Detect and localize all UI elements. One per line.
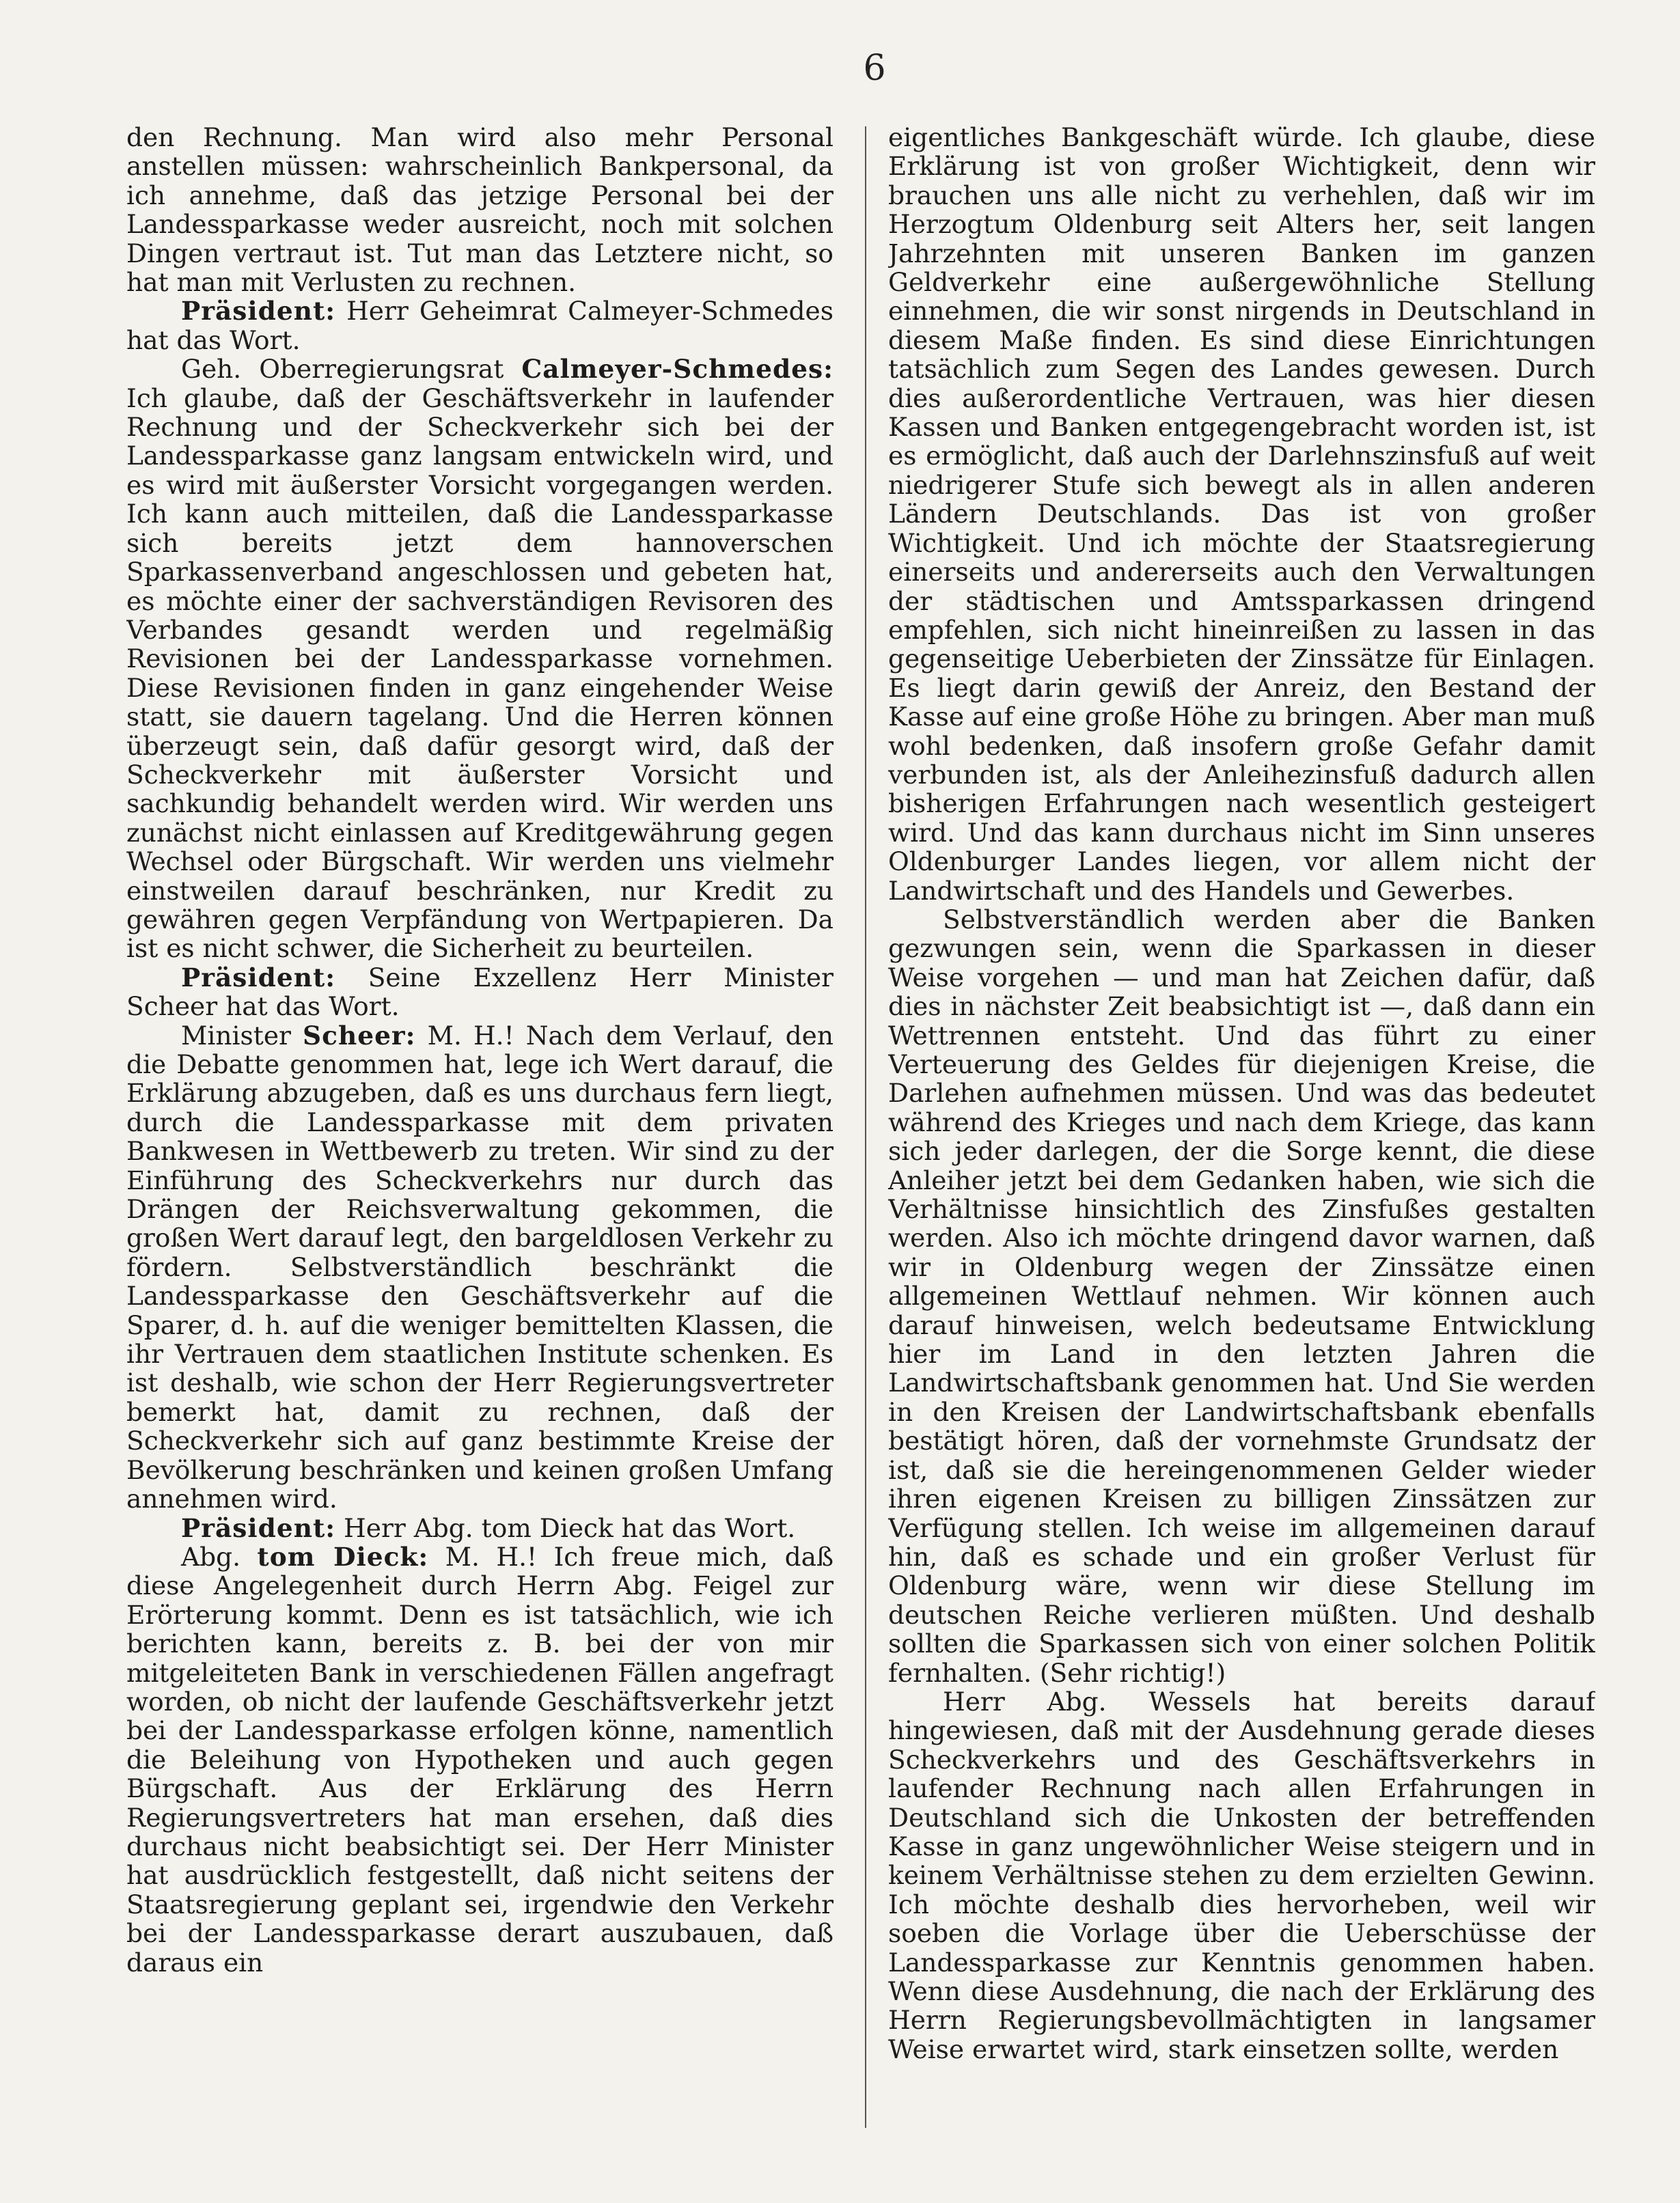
speaker-name: Scheer: (303, 1020, 416, 1051)
speech-prefix: Abg. (181, 1541, 258, 1572)
paragraph: Herr Abg. Wessels hat bereits darauf hingewiesen, daß mit der Ausdehnung gerade dieses Scheckverkehrs und des Geschäftsverkehrs in laufender Rechnung nach allen Erfahrungen in Deutschland sich die Unkosten der betreffenden Kasse in ganz ungewöhnlicher Weise steigern und in keinem Verhältnisse stehen zu dem erzielten Gewinn. Ich möchte deshalb dies hervorheben, weil wir soeben die Vorlage über die Ueberschüsse der Landessparkasse zur Kenntnis genommen haben. Wenn diese Ausdehnung, die nach der Erklärung des Herrn Regierungsbevollmächtigten in langsamer Weise erwartet wird, stark einsetzen sollte, werden (888, 1686, 1595, 2064)
left-column (126, 123, 834, 2165)
right-column (888, 123, 1595, 2165)
column-divider (865, 126, 866, 2128)
speech-text: Seine Exzellenz Herr Minister Scheer hat das Wort. (126, 962, 834, 1022)
paragraph: Selbstverständlich werden aber die Banken gezwungen sein, wenn die Sparkassen in dieser Weise vorgehen — und man hat Zeichen dafür, daß dies in nächster Zeit beabsichtigt ist —, daß dann ein Wettrennen entsteht. Und das führt zu einer Verteuerung des Geldes für diejenigen Kreise, die Darlehen aufnehmen müssen. Und was das bedeutet während des Krieges und nach dem Kriege, das kann sich jeder darlegen, der die Sorge kennt, die diese Anleiher jetzt bei dem Gedanken haben, wie sich die Verhältnisse hinsichtlich des Zinsfußes gestalten werden. Also ich möchte dringend davor warnen, daß wir in Oldenburg wegen der Zinssätze einen allgemeinen Wettlauf nehmen. Wir können auch darauf hinweisen, welch bedeutsame Entwicklung hier im Land in den letzten Jahren die Landwirtschaftsbank genommen hat. Und Sie werden in den Kreisen der Landwirtschaftsbank ebenfalls bestätigt hören, daß der vornehmste Grundsatz der ist, daß sie die hereingenommenen Gelder wieder ihren eigenen Kreisen zu billigen Zinssätzen zur Verfügung stellen. Ich weise im allgemeinen darauf hin, daß es schade und ein großer Verlust für Oldenburg wäre, wenn wir diese Stellung im deutschen Reiche verlieren müßten. Und deshalb sollten die Sparkassen sich von einer solchen Politik fernhalten. (Sehr richtig!) (888, 904, 1595, 1688)
speech-prefix: Minister (181, 1020, 303, 1051)
page-number: 6 (863, 48, 886, 89)
speech-text: Herr Abg. tom Dieck hat das Wort. (335, 1512, 796, 1543)
paragraph-continuation: eigentliches Bankgeschäft würde. Ich glaube, diese Erklärung ist von großer Wichtigkeit, denn wir brauchen uns alle nicht zu verhehlen, daß wir im Herzogtum Oldenburg seit Alters her, seit langen Jahrzehnten mit unseren Banken im ganzen Geldverkehr eine außergewöhnliche Stellung einnehmen, die wir sonst nirgends in Deutschland in diesem Maße finden. Es sind diese Einrichtungen tatsächlich zum Segen des Landes gewesen. Durch dies außerordentliche Vertrauen, was hier diesen Kassen und Banken entgegengebracht worden ist, ist es ermöglicht, daß auch der Darlehnszinsfuß auf weit niedrigerer Stufe sich bewegt als in allen anderen Ländern Deutschlands. Das ist von großer Wichtigkeit. Und ich möchte der Staatsregierung einerseits und andererseits auch den Verwaltungen der städtischen und Amtssparkassen dringend empfehlen, sich nicht hineinreißen zu lassen in das gegenseitige Ueberbieten der Zinssätze für Einlagen. Es liegt darin gewiß der Anreiz, den Bestand der Kasse auf eine große Höhe zu bringen. Aber man muß wohl bedenken, daß insofern große Gefahr damit verbunden ist, als der Anleihezinsfuß dadurch allen bisherigen Erfahrungen nach wesentlich gesteigert wird. Und das kann durchaus nicht im Sinn unseres Oldenburger Landes liegen, vor allem nicht der Landwirtschaft und des Handels und Gewerbes. (888, 123, 1595, 906)
speech-paragraph (126, 296, 834, 355)
speech-prefix: Geh. Oberregierungsrat (181, 354, 522, 385)
speech-text: M. H.! Ich freue mich, daß diese Angelegenheit durch Herrn Abg. Feigel zur Erörterung kommt. Denn es ist tatsächlich, wie ich berichten kann, bereits z. B. bei der von mir mitgeleiteten Bank in verschiedenen Fällen angefragt worden, ob nicht der laufende Geschäftsverkehr jetzt bei der Landessparkasse erfolgen könne, namentlich die Beleihung von Hypotheken und auch gegen Bürgschaft. Aus der Erklärung des Herrn Regierungsvertreters hat man ersehen, daß dies durchaus nicht beabsichtigt sei. Der Herr Minister hat ausdrücklich festgestellt, daß nicht seitens der Staatsregierung geplant sei, irgendwie den Verkehr bei der Landessparkasse derart auszubauen, daß daraus ein (126, 1541, 834, 1978)
speech-paragraph (126, 1514, 834, 1542)
speech-paragraph (126, 1542, 834, 1977)
speech-paragraph (126, 355, 834, 963)
speech-paragraph (126, 1021, 834, 1514)
speech-text: Herr Geheimrat Calmeyer-Schmedes hat das Wort. (126, 296, 834, 355)
speech-text: Ich glaube, daß der Geschäftsverkehr in laufender Rechnung und der Scheckverkehr sich bei der Landessparkasse ganz langsam entwickeln wird, und es wird mit äußerster Vorsicht vorgegangen werden. Ich kann auch mitteilen, daß die Landessparkasse sich bereits jetzt dem hannoverschen Sparkassenverband angeschlossen und gebeten hat, es möchte einer der sachverständigen Revisoren des Verbandes gesandt werden und regelmäßig Revisionen bei der Landessparkasse vornehmen. Diese Revisionen finden in ganz eingehender Weise statt, sie dauern tagelang. Und die Herren können überzeugt sein, daß dafür gesorgt wird, daß der Scheckverkehr mit äußerster Vorsicht und sachkundig behandelt werden wird. Wir werden uns zunächst nicht einlassen auf Kreditgewährung gegen Wechsel oder Bürgschaft. Wir werden uns vielmehr einstweilen darauf beschränken, nur Kredit zu gewähren gegen Verpfändung von Wertpapieren. Da ist es nicht schwer, die Sicherheit zu beurteilen. (126, 383, 834, 964)
speaker-name: Calmeyer-Schmedes: (521, 354, 834, 385)
speaker-name: Präsident: (181, 1512, 336, 1543)
speech-paragraph (126, 963, 834, 1021)
speaker-name: Präsident: (181, 296, 336, 327)
speech-text: M. H.! Nach dem Verlauf, den die Debatte genommen hat, lege ich Wert darauf, die Erklärung abzugeben, daß es uns durchaus fern liegt, durch die Landessparkasse mit dem privaten Bankwesen in Wettbewerb zu treten. Wir sind zu der Einführung des Scheckverkehrs nur durch das Drängen der Reichsverwaltung gekommen, die großen Wert darauf legt, den bargeldlosen Verkehr zu fördern. Selbstverständlich beschränkt die Landessparkasse den Geschäftsverkehr auf die Sparer, d. h. auf die weniger bemittelten Klassen, die ihr Vertrauen dem staatlichen Institute schenken. Es ist deshalb, wie schon der Herr Regierungsvertreter bemerkt hat, damit zu rechnen, daß der Scheckverkehr sich auf ganz bestimmte Kreise der Bevölkerung beschränken und keinen großen Umfang annehmen wird. (126, 1020, 834, 1514)
speaker-name: Präsident: (181, 962, 336, 993)
paragraph-continuation: den Rechnung. Man wird also mehr Personal anstellen müssen: wahrscheinlich Bankpersonal, da ich annehme, daß das jetzige Personal bei der Landessparkasse weder ausreicht, noch mit solchen Dingen vertraut ist. Tut man das Letztere nicht, so hat man mit Verlusten zu rechnen. (126, 123, 834, 298)
speaker-name: tom Dieck: (257, 1541, 429, 1572)
